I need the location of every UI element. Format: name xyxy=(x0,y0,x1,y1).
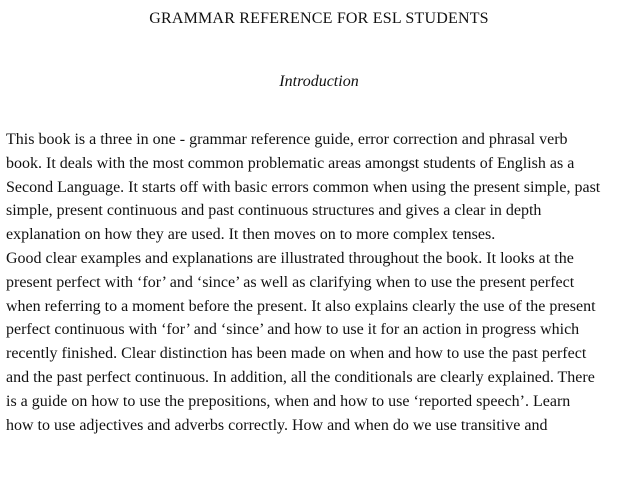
text-line: is a guide on how to use the prepositions, when and how to use ‘reported speech’. Learn xyxy=(6,392,571,410)
text-line: how to use adjectives and adverbs correctly. How and when do we use transitive and xyxy=(6,416,548,434)
text-line: simple, present continuous and past continuous structures and gives a clear in depth xyxy=(6,202,542,220)
text-line: recently finished. Clear distinction has been made on when and how to use the past perfect xyxy=(6,345,587,363)
body-paragraphs xyxy=(6,128,634,437)
text-line: when referring to a moment before the present. It also explains clearly the use of the present xyxy=(6,297,596,315)
text-line: explanation on how they are used. It then moves on to more complex tenses. xyxy=(6,226,496,244)
section-title xyxy=(0,73,638,91)
text-line: book. It deals with the most common problematic areas amongst students of English as a xyxy=(6,154,575,172)
text-line: Second Language. It starts off with basic errors common when using the present simple, past xyxy=(6,178,601,196)
page-header: GRAMMAR REFERENCE FOR ESL STUDENTS xyxy=(149,10,489,27)
text-line: Good clear examples and explanations are illustrated throughout the book. It looks at the xyxy=(6,249,574,267)
text-line: and the past perfect continuous. In addition, all the conditionals are clearly explained. There xyxy=(6,368,595,386)
text-line: This book is a three in one - grammar reference guide, error correction and phrasal verb xyxy=(6,131,568,148)
text-line: perfect continuous with ‘for’ and ‘since’ and how to use it for an action in progress which xyxy=(6,321,580,339)
section-title-text: Introduction xyxy=(279,73,359,90)
text-line: present perfect with ‘for’ and ‘since’ as well as clarifying when to use the present perfect xyxy=(6,273,575,291)
